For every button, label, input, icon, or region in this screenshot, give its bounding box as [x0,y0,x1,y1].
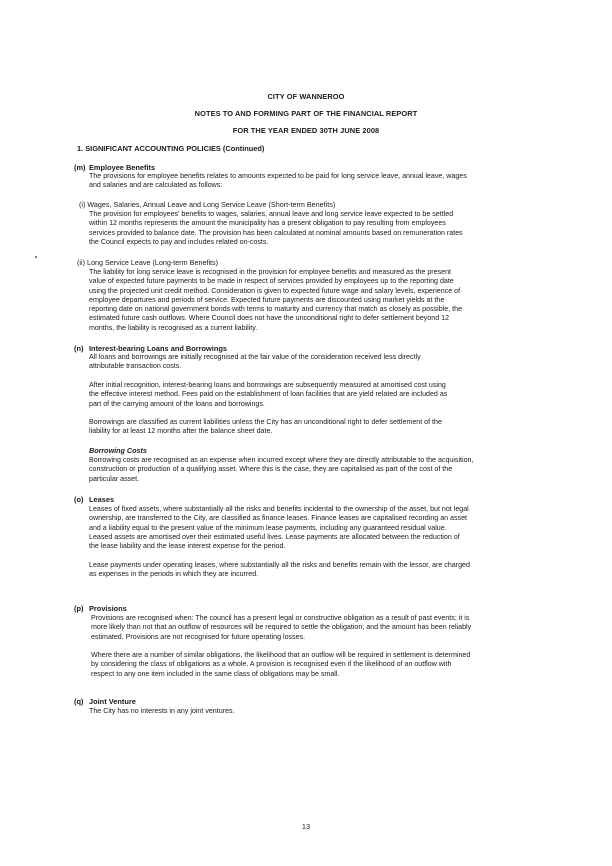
section-n-p3: Borrowings are classified as current liabilities unless the City has an unconditional right to defer settlement of the liability for at least 12 months after the balance sheet date. [89,418,442,436]
section-m-letter: (m) [74,163,86,172]
section-o-p1: Leases of fixed assets, where substantially all the risks and benefits incidental to the ownership of the asset, but not legal ownership, are transferred to the City, are classified as finance leases. Finance leases are capitalised recording an asset and a liability equal to the present value of the minimum lease payments, including any guaranteed residual value. Leased assets are amortised over their estimated useful lives. Lease payments are allocated between the reduction of the lease liability and the lease interest expense for the period. [89,505,469,551]
section-m-intro: The provisions for employee benefits relates to amounts expected to be paid for long service leave, annual leave, wages and salaries and are calculated as follows: [89,172,467,190]
section-m-ii-text: The liability for long service leave is recognised in the provision for employee benefits and measured as the present value of expected future payments to be made in respect of services provided by employees up to the reporting date using the projected unit credit method. Consideration is given to expected future wage and salary levels, experience of employee departures and periods of service. Expected future payments are discounted using market yields at the reporting date on national government bonds with terms to maturity and currency that match as closely as possible, the estimated future cash outflows. Where Council does not have the unconditional right to defer settlement beyond 12 months, the liability is recognised as a current liability. [89,268,463,332]
section-m-i-heading: (i) Wages, Salaries, Annual Leave and Long Service Leave (Short-term Benefits) [79,200,336,209]
section-m-title: Employee Benefits [89,163,156,172]
notes-title: NOTES TO AND FORMING PART OF THE FINANCIAL REPORT [194,109,418,118]
borrowing-costs-heading: Borrowing Costs [89,446,147,455]
section-o-p2: Lease payments under operating leases, where substantially all the risks and benefits remain with the lessor, are charged as expenses in the periods in which they are incurred. [89,561,470,579]
section-n-p2: After initial recognition, interest-bearing loans and borrowings are subsequently measured at amortised cost using the effective interest method. Fees paid on the establishment of loan facilities that are yield related are included as part of the carrying amount of the loans and borrowings. [89,381,448,408]
section-q-p1: The City has no interests in any joint ventures. [89,707,235,715]
section-n-letter: (n) [74,344,84,353]
year-title: FOR THE YEAR ENDED 30TH JUNE 2008 [232,126,380,135]
policy-heading: 1. SIGNIFICANT ACCOUNTING POLICIES (Continued) [77,144,265,153]
section-q-letter: (q) [74,697,84,706]
section-n-p1: All loans and borrowings are initially recognised at the fair value of the consideration received less directly attributable transaction costs. [89,353,421,371]
section-o-letter: (o) [74,495,84,504]
section-p-p2: Where there are a number of similar obligations, the likelihood that an outflow will be required in settlement is determined by considering the class of obligations as a whole. A provision is recognised even if the likelihood of an outflow with respect to any one item included in the same class of obligations may be small. [91,651,471,678]
section-q-title: Joint Venture [89,697,136,706]
section-o-title: Leases [89,495,115,504]
section-m-i-text: The provision for employees' benefits to wages, salaries, annual leave and long service leave expected to be settled within 12 months represents the amount the municipality has a present obligation to pay resulting from employees services provided to balance date. The provision has been calculated at nominal amounts based on remuneration rates the Council expects to pay and includes related on-costs. [89,210,463,246]
section-p-letter: (p) [74,604,84,613]
section-p-p1: Provisions are recognised when: The council has a present legal or constructive obligation as a result of past events; it is more likely than not that an outflow of resources will be required to settle the obligation; and the amount has been reliably estimated. Provisions are not recognised for future operating losses. [91,614,472,641]
scan-mark [35,256,37,258]
section-p-title: Provisions [89,604,127,613]
section-n-p4: Borrowing costs are recognised as an expense when incurred except where they are directly attributable to the acquisition, construction or production of a qualifying asset. Where this is the case, they are capitalised as part of the cost of the particular asset. [89,456,474,483]
section-n-title: Interest-bearing Loans and Borrowings [89,344,227,353]
section-m-ii-heading: (ii) Long Service Leave (Long-term Benefits) [77,258,219,267]
org-title: CITY OF WANNEROO [267,92,345,101]
page-number: 13 [301,822,311,831]
